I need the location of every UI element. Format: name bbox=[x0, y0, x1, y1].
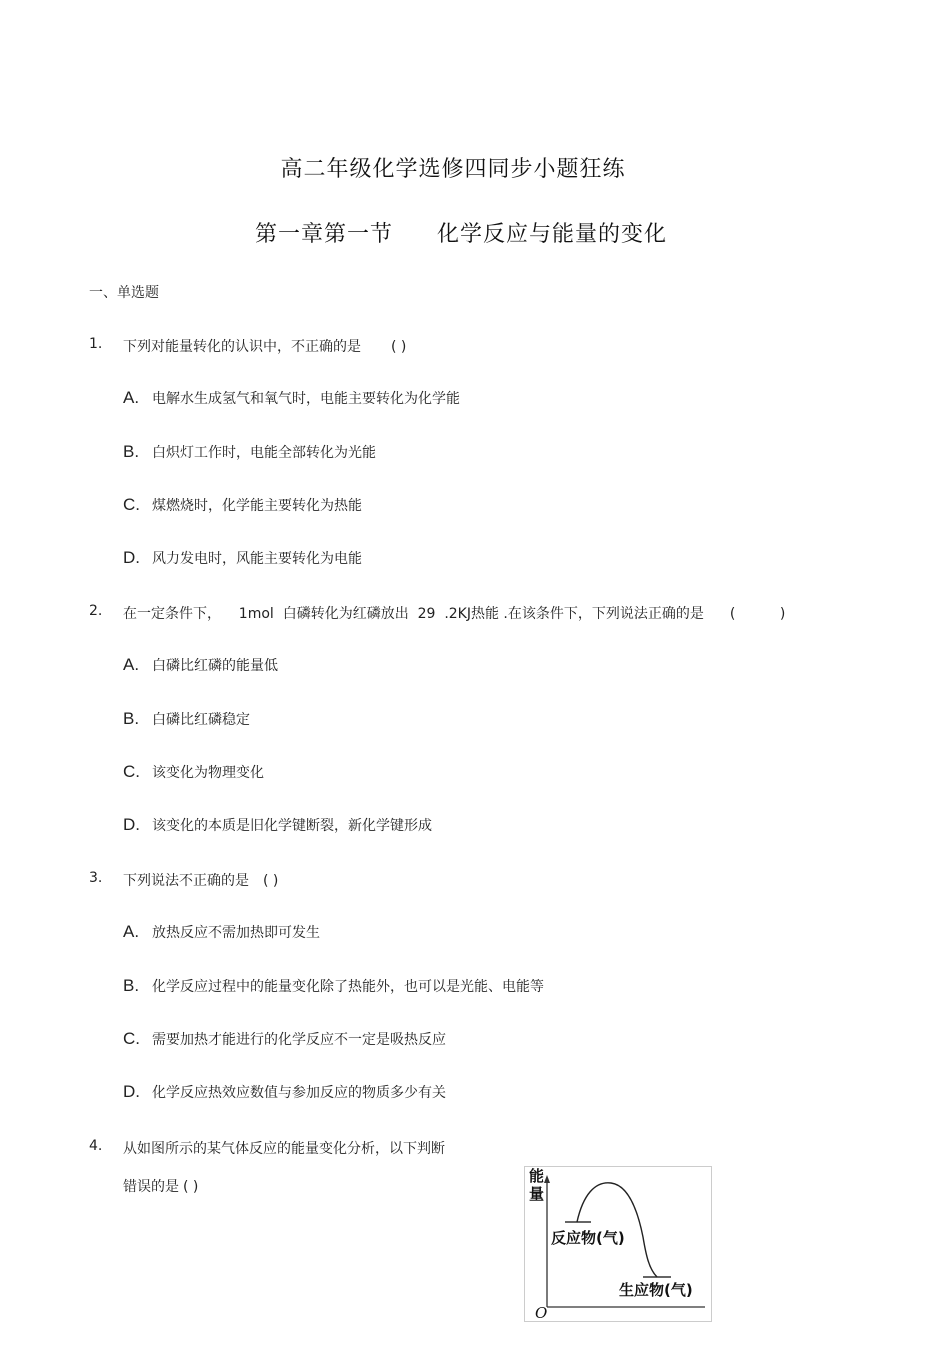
y-axis-arrow bbox=[544, 1175, 550, 1183]
question-stem: 在一定条件下， 1mol 白磷转化为红磷放出 29 .2KJ热能 .在该条件下，下列说法正确的是 ( ) bbox=[123, 606, 786, 622]
answer-blank: ( ) bbox=[729, 606, 786, 622]
section-title: 化学反应与能量的变化 bbox=[437, 222, 668, 247]
option-text: 电解水生成氢气和氧气时，电能主要转化为化学能 bbox=[152, 391, 460, 407]
option-1c bbox=[123, 495, 362, 515]
reactant-label: 反应物(气) bbox=[551, 1229, 625, 1247]
option-letter: A. bbox=[123, 388, 140, 407]
answer-blank: ( ) bbox=[391, 339, 407, 355]
option-2d bbox=[123, 815, 432, 835]
question-stem: 从如图所示的某气体反应的能量变化分析，以下判断 bbox=[123, 1141, 445, 1157]
option-letter: A. bbox=[123, 655, 140, 674]
question-number: 4. bbox=[89, 1138, 103, 1154]
option-3b bbox=[123, 976, 544, 996]
option-text: 白磷比红磷的能量低 bbox=[152, 658, 278, 674]
question-number: 1. bbox=[89, 336, 103, 352]
option-letter: D. bbox=[123, 815, 140, 834]
question-number: 2. bbox=[89, 603, 103, 619]
page-title: 高二年级化学选修四同步小题狂练 bbox=[280, 157, 626, 182]
origin-label: O bbox=[535, 1304, 548, 1322]
option-letter: D. bbox=[123, 1082, 140, 1101]
option-3c bbox=[123, 1029, 446, 1049]
option-text: 需要加热才能进行的化学反应不一定是吸热反应 bbox=[152, 1032, 446, 1048]
y-axis-label-2: 量 bbox=[529, 1185, 545, 1203]
chapter-label: 第一章第一节 bbox=[254, 222, 393, 247]
answer-blank: ( ) bbox=[263, 873, 279, 889]
question-stem: 下列对能量转化的认识中，不正确的是 ( ) bbox=[123, 339, 407, 355]
y-axis-label-1: 能 bbox=[529, 1167, 545, 1185]
product-label: 生应物(气) bbox=[619, 1281, 693, 1299]
option-2b bbox=[123, 709, 250, 729]
question-stem: 下列说法不正确的是 ( ) bbox=[123, 873, 279, 889]
question-stem-line2: 错误的是 ( ) bbox=[123, 1179, 199, 1195]
option-1b bbox=[123, 442, 376, 462]
option-letter: C. bbox=[123, 1029, 140, 1048]
option-letter: C. bbox=[123, 495, 140, 514]
option-2c bbox=[123, 762, 264, 782]
option-text: 该变化的本质是旧化学键断裂，新化学键形成 bbox=[152, 818, 432, 834]
option-text: 该变化为物理变化 bbox=[152, 765, 264, 781]
question-number: 3. bbox=[89, 870, 103, 886]
option-text: 化学反应过程中的能量变化除了热能外，也可以是光能、电能等 bbox=[152, 979, 544, 995]
option-letter: B. bbox=[123, 709, 140, 728]
energy-diagram bbox=[524, 1166, 712, 1322]
option-text: 煤燃烧时，化学能主要转化为热能 bbox=[152, 498, 362, 514]
section-heading: 一、单选题 bbox=[89, 285, 159, 301]
option-letter: B. bbox=[123, 976, 140, 995]
option-1d bbox=[123, 548, 362, 568]
option-text: 放热反应不需加热即可发生 bbox=[152, 925, 320, 941]
option-text: 白炽灯工作时，电能全部转化为光能 bbox=[152, 445, 376, 461]
option-text: 白磷比红磷稳定 bbox=[152, 712, 250, 728]
option-3a bbox=[123, 922, 320, 942]
option-letter: D. bbox=[123, 548, 140, 567]
option-letter: B. bbox=[123, 442, 140, 461]
option-2a bbox=[123, 655, 278, 675]
option-1a bbox=[123, 388, 460, 408]
chapter-heading bbox=[0, 217, 936, 248]
option-letter: A. bbox=[123, 922, 140, 941]
option-3d bbox=[123, 1082, 446, 1102]
answer-blank: ( ) bbox=[183, 1179, 199, 1195]
option-text: 化学反应热效应数值与参加反应的物质多少有关 bbox=[152, 1085, 446, 1101]
option-letter: C. bbox=[123, 762, 140, 781]
option-text: 风力发电时，风能主要转化为电能 bbox=[152, 551, 362, 567]
